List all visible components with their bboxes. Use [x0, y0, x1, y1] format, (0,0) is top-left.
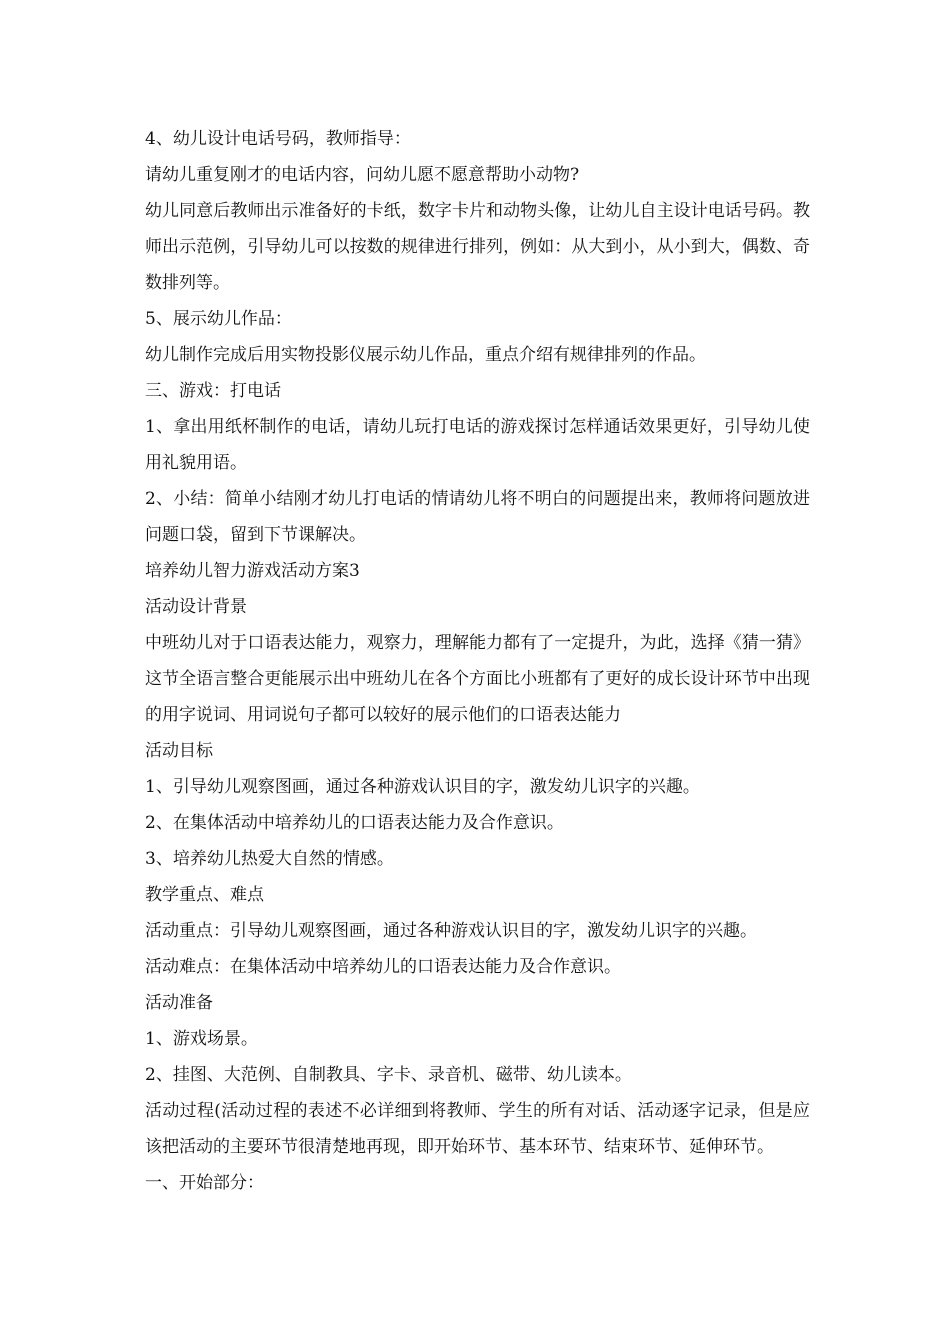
document-body — [145, 121, 810, 1201]
paragraph: 2、小结：简单小结刚才幼儿打电话的情请幼儿将不明白的问题提出来，教师将问题放进问题口袋，留到下节课解决。 — [145, 489, 810, 545]
paragraph: 中班幼儿对于口语表达能力，观察力，理解能力都有了一定提升，为此，选择《猜一猜》这节全语言整合更能展示出中班幼儿在各个方面比小班都有了更好的成长设计环节中出现的用字说词、用词说句子都可以较好的展示他们的口语表达能力 — [145, 633, 810, 725]
section-heading: 教学重点、难点 — [145, 885, 264, 905]
paragraph: 1、拿出用纸杯制作的电话，请幼儿玩打电话的游戏探讨怎样通话效果更好，引导幼儿使用礼貌用语。 — [145, 417, 810, 473]
paragraph: 活动难点：在集体活动中培养幼儿的口语表达能力及合作意识。 — [145, 957, 621, 977]
section-heading: 活动目标 — [145, 741, 213, 761]
paragraph: 1、引导幼儿观察图画，通过各种游戏认识目的字，激发幼儿识字的兴趣。 — [145, 777, 700, 797]
paragraph: 5、展示幼儿作品： — [145, 309, 292, 329]
section-heading: 活动设计背景 — [145, 597, 247, 617]
paragraph: 1、游戏场景。 — [145, 1029, 258, 1049]
paragraph: 活动重点：引导幼儿观察图画，通过各种游戏认识目的字，激发幼儿识字的兴趣。 — [145, 921, 757, 941]
section-heading: 三、游戏：打电话 — [145, 381, 281, 401]
paragraph: 活动过程(活动过程的表述不必详细到将教师、学生的所有对话、活动逐字记录，但是应该把活动的主要环节很清楚地再现，即开始环节、基本环节、结束环节、延伸环节。 — [145, 1101, 810, 1157]
paragraph: 4、幼儿设计电话号码，教师指导： — [145, 129, 411, 149]
paragraph: 3、培养幼儿热爱大自然的情感。 — [145, 849, 394, 869]
section-heading: 一、开始部分： — [145, 1173, 264, 1193]
paragraph: 2、挂图、大范例、自制教具、字卡、录音机、磁带、幼儿读本。 — [145, 1065, 632, 1085]
document-title: 培养幼儿智力游戏活动方案3 — [145, 561, 360, 581]
paragraph: 幼儿同意后教师出示准备好的卡纸，数字卡片和动物头像，让幼儿自主设计电话号码。教师出示范例，引导幼儿可以按数的规律进行排列，例如：从大到小，从小到大，偶数、奇数排列等。 — [145, 201, 810, 293]
section-heading: 活动准备 — [145, 993, 213, 1013]
paragraph: 2、在集体活动中培养幼儿的口语表达能力及合作意识。 — [145, 813, 564, 833]
paragraph: 请幼儿重复刚才的电话内容，问幼儿愿不愿意帮助小动物? — [145, 165, 580, 185]
paragraph: 幼儿制作完成后用实物投影仪展示幼儿作品，重点介绍有规律排列的作品。 — [145, 345, 706, 365]
